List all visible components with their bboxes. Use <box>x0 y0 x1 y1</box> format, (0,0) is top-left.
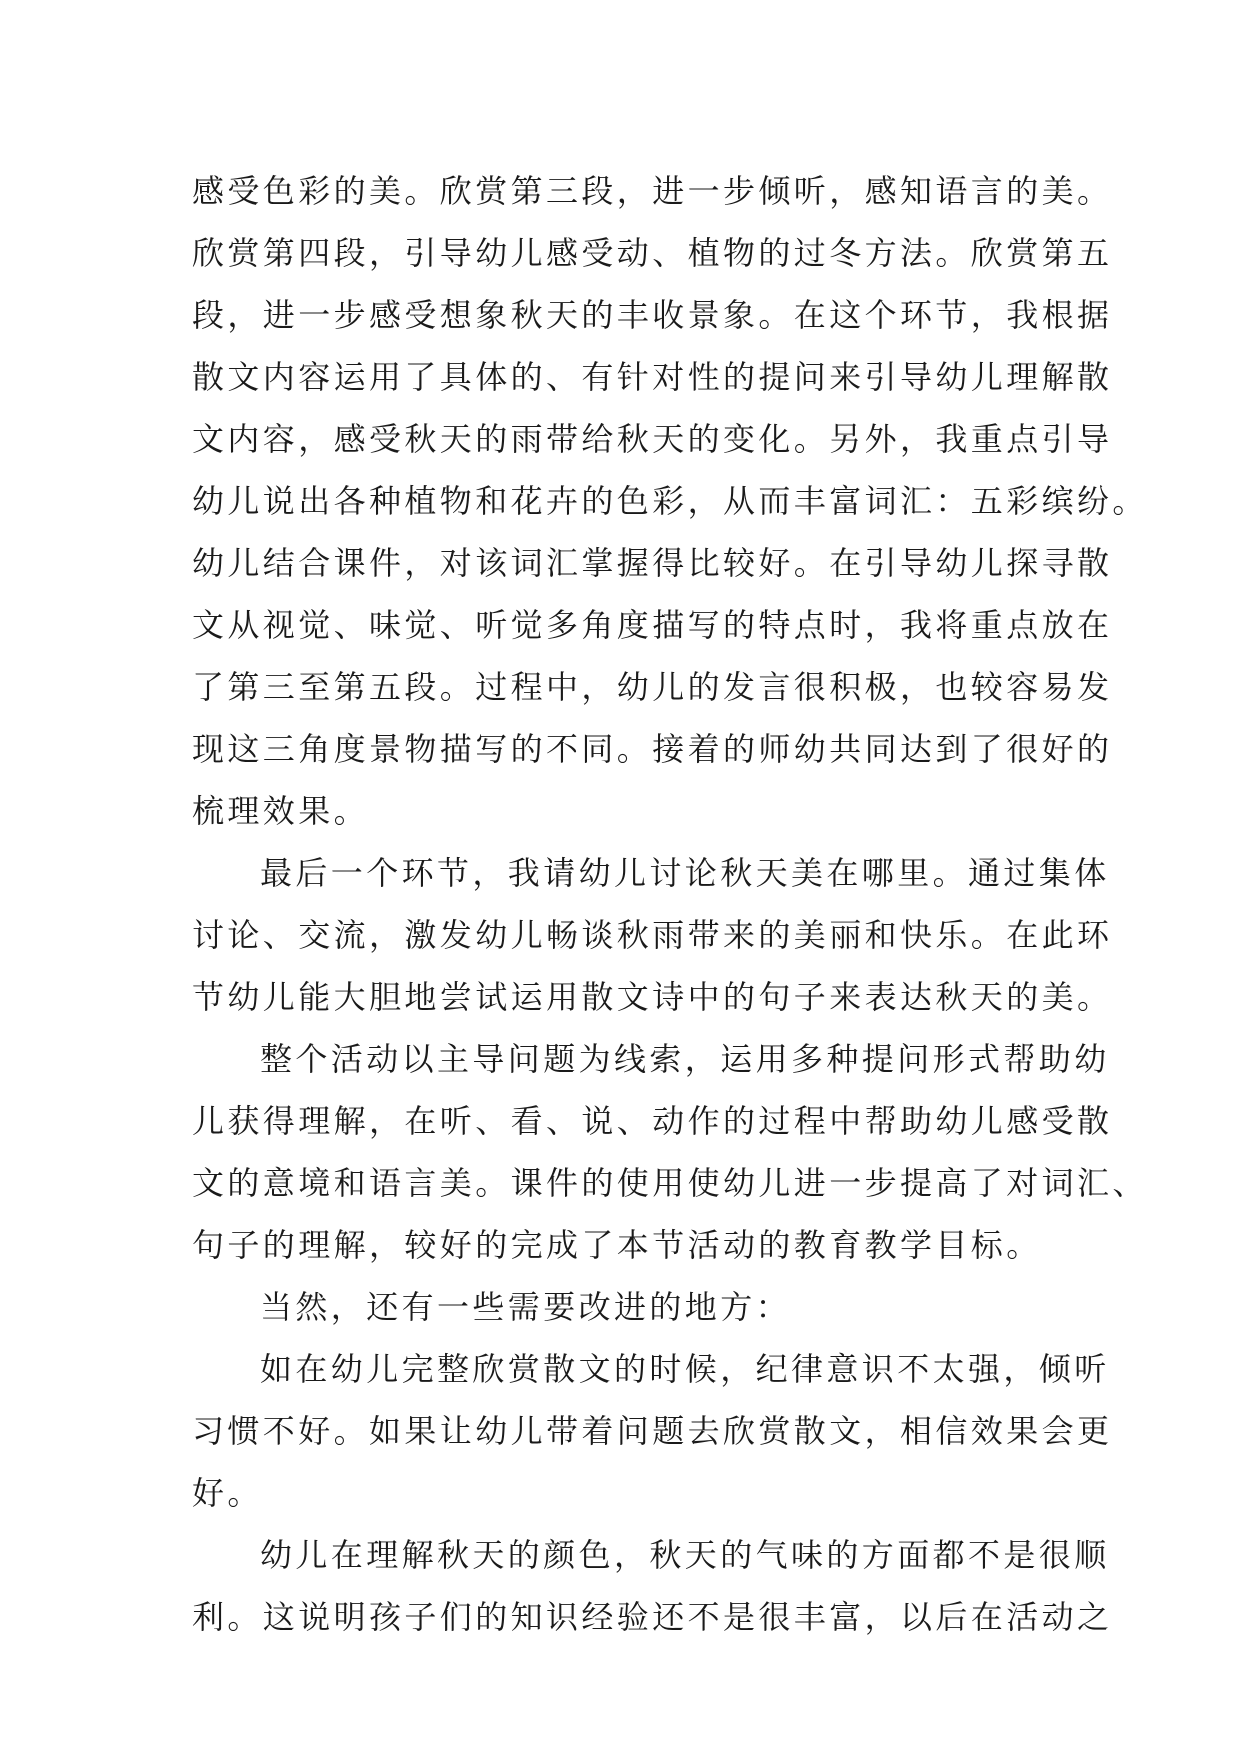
text-line: 散文内容运用了具体的、有针对性的提问来引导幼儿理解散 <box>192 358 1113 396</box>
text-line: 儿获得理解，在听、看、说、动作的过程中帮助幼儿感受散 <box>192 1102 1113 1140</box>
text-line: 好。 <box>192 1474 263 1512</box>
text-line: 段，进一步感受想象秋天的丰收景象。在这个环节，我根据 <box>192 296 1113 334</box>
text-line: 梳理效果。 <box>192 792 370 830</box>
text-line: 感受色彩的美。欣赏第三段，进一步倾听，感知语言的美。 <box>192 172 1113 210</box>
paragraph-first-line: 幼儿在理解秋天的颜色，秋天的气味的方面都不是很顺 <box>260 1536 1110 1574</box>
text-line: 讨论、交流，激发幼儿畅谈秋雨带来的美丽和快乐。在此环 <box>192 916 1113 954</box>
paragraph-first-line: 整个活动以主导问题为线索，运用多种提问形式帮助幼 <box>260 1040 1110 1078</box>
text-line: 习惯不好。如果让幼儿带着问题去欣赏散文，相信效果会更 <box>192 1412 1113 1450</box>
paragraph-first-line: 如在幼儿完整欣赏散文的时候，纪律意识不太强，倾听 <box>260 1350 1110 1388</box>
text-line: 幼儿说出各种植物和花卉的色彩，从而丰富词汇：五彩缤纷。 <box>192 482 1148 520</box>
text-line: 句子的理解，较好的完成了本节活动的教育教学目标。 <box>192 1226 1042 1264</box>
text-line: 文内容，感受秋天的雨带给秋天的变化。另外，我重点引导 <box>192 420 1113 458</box>
paragraph-first-line: 当然，还有一些需要改进的地方： <box>260 1288 792 1326</box>
text-line: 文的意境和语言美。课件的使用使幼儿进一步提高了对词汇、 <box>192 1164 1148 1202</box>
text-line: 利。这说明孩子们的知识经验还不是很丰富，以后在活动之 <box>192 1598 1113 1636</box>
text-line: 幼儿结合课件，对该词汇掌握得比较好。在引导幼儿探寻散 <box>192 544 1113 582</box>
text-line: 文从视觉、味觉、听觉多角度描写的特点时，我将重点放在 <box>192 606 1113 644</box>
text-line: 欣赏第四段，引导幼儿感受动、植物的过冬方法。欣赏第五 <box>192 234 1113 272</box>
text-line: 节幼儿能大胆地尝试运用散文诗中的句子来表达秋天的美。 <box>192 978 1113 1016</box>
paragraph-first-line: 最后一个环节，我请幼儿讨论秋天美在哪里。通过集体 <box>260 854 1110 892</box>
text-line: 现这三角度景物描写的不同。接着的师幼共同达到了很好的 <box>192 730 1113 768</box>
document-body-text <box>192 160 1148 1648</box>
text-line: 了第三至第五段。过程中，幼儿的发言很积极，也较容易发 <box>192 668 1113 706</box>
